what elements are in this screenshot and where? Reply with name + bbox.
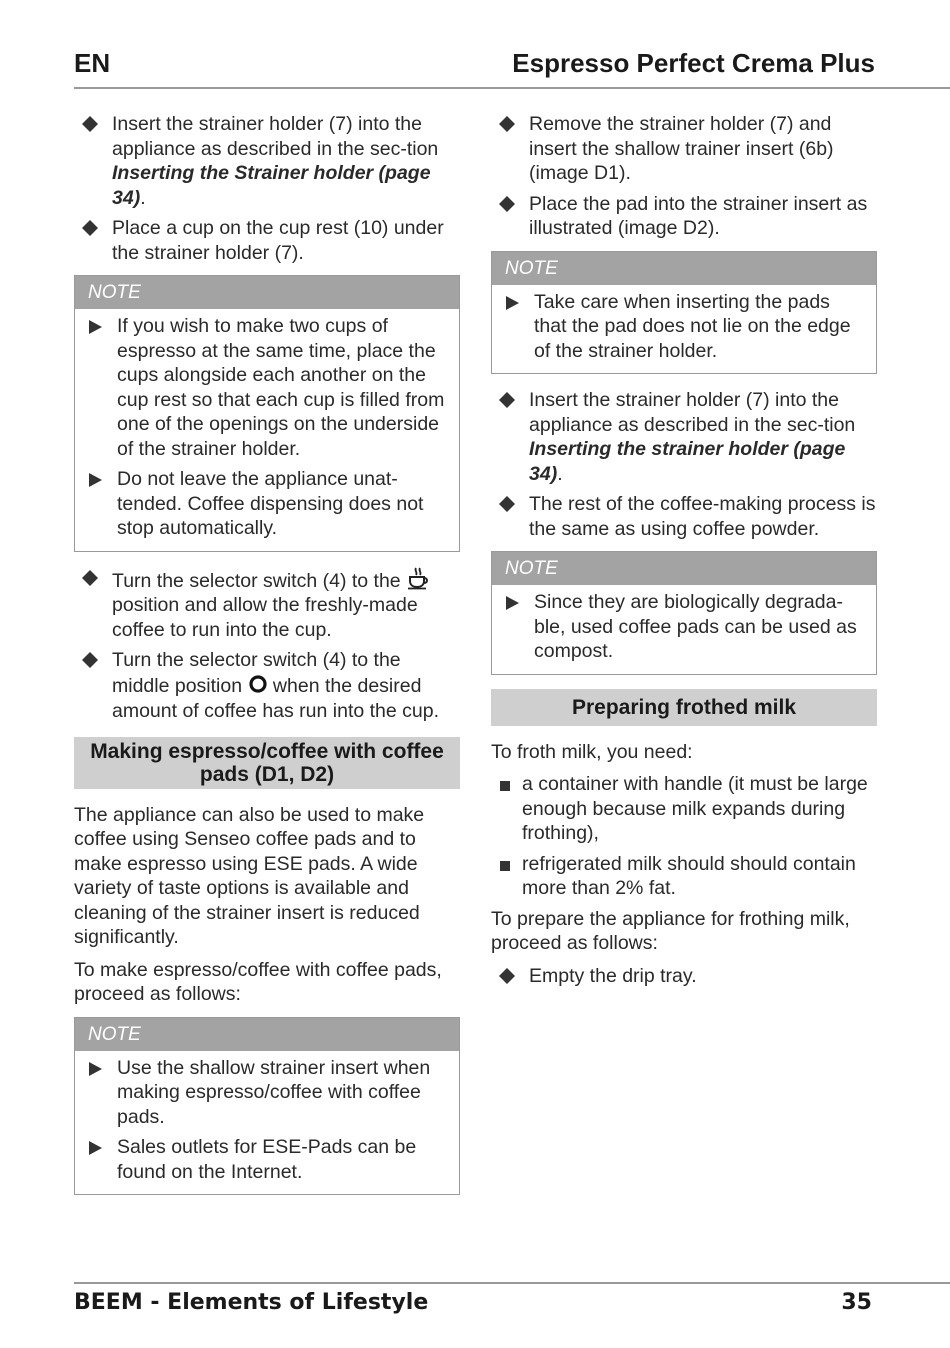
paragraph: To prepare the appliance for frothing milk, proceed as follows: [491, 907, 850, 954]
note-item: Since they are biologically degrada-ble, used coffee pads can be used as compost. [504, 590, 866, 664]
list-item: refrigerated milk should should contain more than 2% fat. [491, 852, 877, 901]
cross-reference: Inserting the Strainer holder (page 34) [112, 162, 431, 209]
triangle-bullet-icon [89, 1062, 102, 1076]
page-number: 35 [841, 1290, 872, 1315]
list-item: Place the pad into the strainer insert as illustrated (image D2). [491, 192, 877, 241]
note-header: NOTE [492, 252, 876, 285]
note-header: NOTE [75, 276, 459, 309]
triangle-bullet-icon [89, 473, 102, 487]
diamond-bullet-icon [499, 196, 515, 212]
note-item: If you wish to make two cups of espresso at the same time, place the cups alongside each another on the cup rest so that each cup is filled from one of the openings on the underside of the strainer holder. [87, 314, 449, 461]
list-item: Turn the selector switch (4) to the middle position when the desired amount of coffee has run into the cup. [74, 648, 460, 725]
note-item: Do not leave the appliance unat-tended. Coffee dispensing does not stop automatically. [87, 467, 449, 541]
note-box [74, 1017, 460, 1196]
diamond-bullet-icon [499, 968, 515, 984]
list-item: a container with handle (it must be large enough because milk expands during frothing), [491, 772, 877, 846]
note-box [491, 551, 877, 675]
diamond-bullet-icon [82, 116, 98, 132]
left-column [74, 112, 460, 1209]
square-bullet-icon [500, 861, 510, 871]
diamond-bullet-icon [499, 116, 515, 132]
diamond-bullet-icon [499, 392, 515, 408]
cross-reference: Inserting the strainer holder (page 34) [529, 438, 846, 485]
footer-brand: BEEM - Elements of Lifestyle [74, 1290, 429, 1315]
triangle-bullet-icon [506, 296, 519, 310]
paragraph: The appliance can also be used to make coffee using Senseo coffee pads and to make espresso using ESE pads. A wide variety of taste options is available and cleaning of the strainer insert is reduced significantly. [74, 803, 425, 948]
note-item: Take care when inserting the pads that the pad does not lie on the edge of the strainer holder. [504, 290, 866, 364]
diamond-bullet-icon [499, 496, 515, 512]
list-item: Empty the drip tray. [491, 964, 877, 989]
triangle-bullet-icon [89, 320, 102, 334]
note-item: Sales outlets for ESE-Pads can be found on the Internet. [87, 1135, 449, 1184]
middle-position-circle-icon [248, 675, 268, 695]
right-column [491, 112, 877, 994]
list-item: Insert the strainer holder (7) into the appliance as described in the sec-tion Inserting the strainer holder (page 34). [491, 388, 877, 486]
note-header: NOTE [75, 1018, 459, 1051]
page-title: Espresso Perfect Crema Plus [512, 48, 875, 78]
list-item: Place a cup on the cup rest (10) under the strainer holder (7). [74, 216, 460, 265]
note-header: NOTE [492, 552, 876, 585]
list-item: Insert the strainer holder (7) into the appliance as described in the sec-tion Inserting the Strainer holder (page 34). [74, 112, 460, 210]
note-item: Use the shallow strainer insert when making espresso/coffee with coffee pads. [87, 1056, 449, 1130]
note-box [491, 251, 877, 375]
diamond-bullet-icon [82, 570, 98, 586]
diamond-bullet-icon [82, 220, 98, 236]
language-code: EN [74, 48, 111, 78]
list-item: Turn the selector switch (4) to the position and allow the freshly-made coffee to run into the cup. [74, 566, 460, 643]
list-item: The rest of the coffee-making process is the same as using coffee powder. [491, 492, 877, 541]
section-heading: Making espresso/coffee with coffee pads (D1, D2) [74, 737, 460, 789]
triangle-bullet-icon [89, 1141, 102, 1155]
paragraph: To froth milk, you need: [491, 740, 693, 763]
square-bullet-icon [500, 781, 510, 791]
triangle-bullet-icon [506, 596, 519, 610]
header-divider [74, 87, 950, 89]
footer-divider [74, 1282, 950, 1284]
note-box [74, 275, 460, 552]
paragraph: To make espresso/coffee with coffee pads, proceed as follows: [74, 958, 442, 1005]
section-heading: Preparing frothed milk [491, 689, 877, 726]
diamond-bullet-icon [82, 652, 98, 668]
list-item: Remove the strainer holder (7) and insert the shallow trainer insert (6b) (image D1). [491, 112, 877, 186]
coffee-cup-icon [406, 566, 430, 590]
